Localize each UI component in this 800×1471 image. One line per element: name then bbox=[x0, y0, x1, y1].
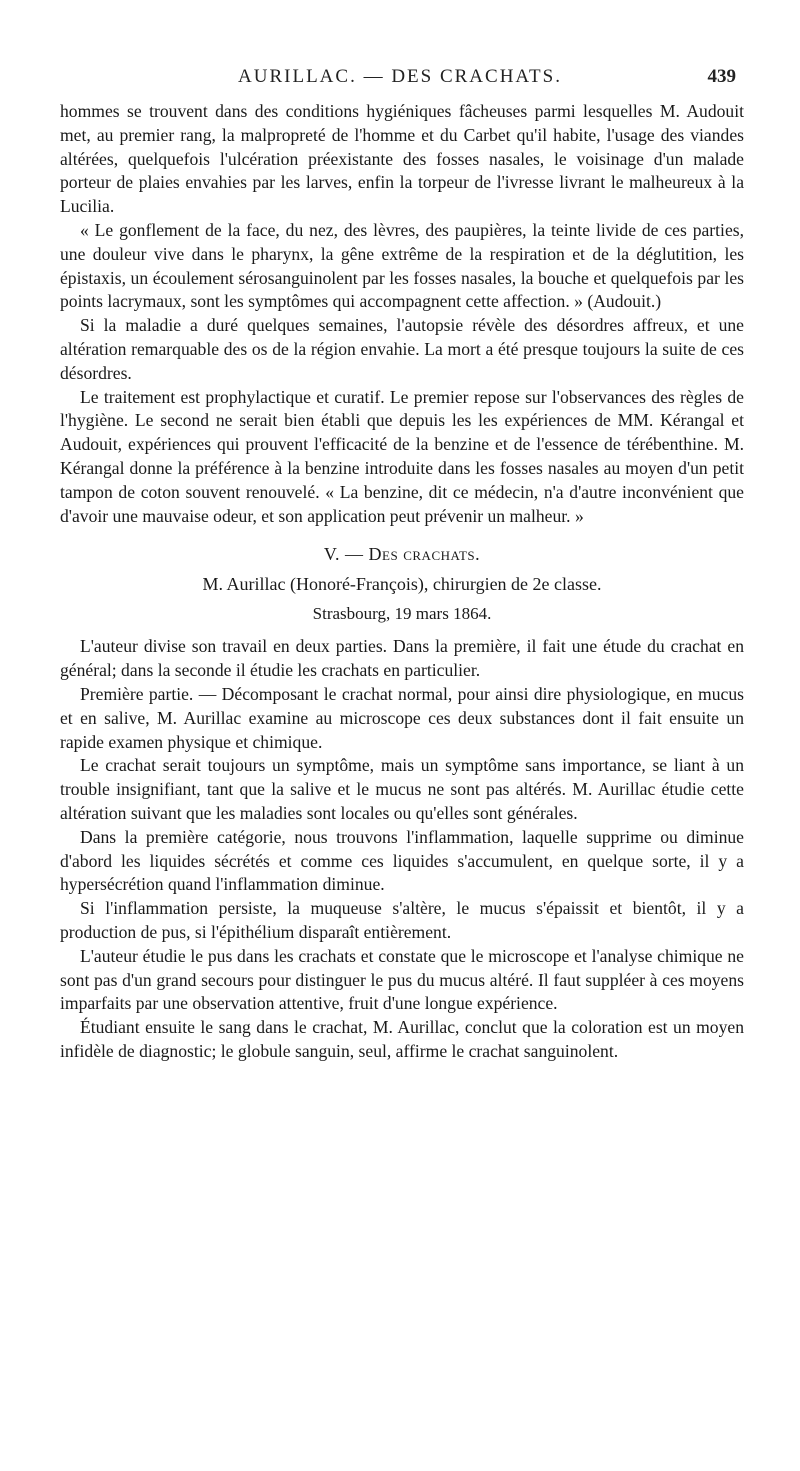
running-title: AURILLAC. — DES CRACHATS. bbox=[238, 66, 562, 87]
main-text bbox=[60, 100, 744, 1064]
paragraph-7: Le crachat serait toujours un symptôme, mais un symptôme sans importance, se liant à un trouble insignifiant, tant que la salive et le mucus ne sont pas altérés. M. Aurillac étudie cette altération suivant que les maladies sont locales ou qu'elles sont générales. bbox=[60, 755, 744, 823]
section-heading: V. — Des crachats. bbox=[323, 544, 481, 565]
paragraph-6: Première partie. — Décomposant le crachat normal, pour ainsi dire physiologique, en mucus et en salive, M. Aurillac examine au microscope ces deux substances dont il fait ensuite un rapide examen physique et chimique. bbox=[60, 683, 744, 752]
author-line: M. Aurillac (Honoré-François), chirurgien de 2e classe. bbox=[202, 574, 602, 595]
paragraph-3: Si la maladie a duré quelques semaines, l'autopsie révèle des désordres affreux, et une altération remarquable des os de la région envahie. La mort a été presque toujours la suite de ces désordres. bbox=[60, 315, 744, 383]
running-head bbox=[0, 66, 800, 96]
paragraph-11: Étudiant ensuite le sang dans le crachat, M. Aurillac, conclut que la coloration est un moyen infidèle de diagnostic; le globule sanguin, seul, affirme le crachat sanguinolent. bbox=[60, 1017, 744, 1061]
paragraph-2: « Le gonflement de la face, du nez, des lèvres, des paupières, la teinte livide de ces parties, une douleur vive dans le pharynx, la gêne extrême de la respiration et de la déglutition, les épistaxis, un écoulement sérosanguinolent par les fosses nasales, la bouche et quelquefois par les points lacrymaux, sont les symptômes qui accompagnent cette affection. » (Audouit.) bbox=[60, 219, 744, 312]
paragraph-1: hommes se trouvent dans des conditions hygiéniques fâcheuses parmi lesquelles M. Audouit met, au premier rang, la malpropreté de l'homme et du Carbet qu'il habite, l'usage des viandes altérées, quelquefois l'ulcération préexistante des fosses nasales, le voisinage d'un malade porteur de plaies envahies par les larves, enfin la torpeur de l'ivresse livrant le malheureux à la Lucilia. bbox=[60, 101, 744, 217]
place-date: Strasbourg, 19 mars 1864. bbox=[312, 604, 492, 624]
paragraph-10: L'auteur étudie le pus dans les crachats et constate que le microscope et l'analyse chimique ne sont pas d'un grand secours pour distinguer le pus du mucus altéré. Il faut suppléer à ces moyens imparfaits par une observation attentive, fruit d'une longue expérience. bbox=[60, 945, 744, 1014]
page-number: 439 bbox=[707, 66, 736, 87]
paragraph-4: Le traitement est prophylactique et curatif. Le premier repose sur l'observances des règles de l'hygiène. Le second ne serait bien établi que depuis les les expériences de MM. Kérangal et Audouit, expériences qui prouvent l'efficacité de la benzine et de l'essence de térébenthine. M. Kérangal donne la préférence à la benzine introduite dans les fosses nasales au moyen d'un petit tampon de coton souvent renouvelé. « La benzine, dit ce médecin, n'a d'autre inconvénient que d'avoir une mauvaise odeur, et son application peut prévenir un malheur. » bbox=[60, 386, 744, 526]
paragraph-5: L'auteur divise son travail en deux parties. Dans la première, il fait une étude du crachat en général; dans la seconde il étudie les crachats en particulier. bbox=[60, 636, 744, 681]
paragraph-8: Dans la première catégorie, nous trouvons l'inflammation, laquelle supprime ou diminue d'abord les liquides sécrétés et comme ces liquides s'accumulent, en quelque sorte, il y a hypersécrétion quand l'inflammation diminue. bbox=[60, 826, 744, 895]
paragraph-9: Si l'inflammation persiste, la muqueuse s'altère, le mucus s'épaissit et bientôt, il y a production de pus, si l'épithélium disparaît entièrement. bbox=[60, 898, 744, 942]
